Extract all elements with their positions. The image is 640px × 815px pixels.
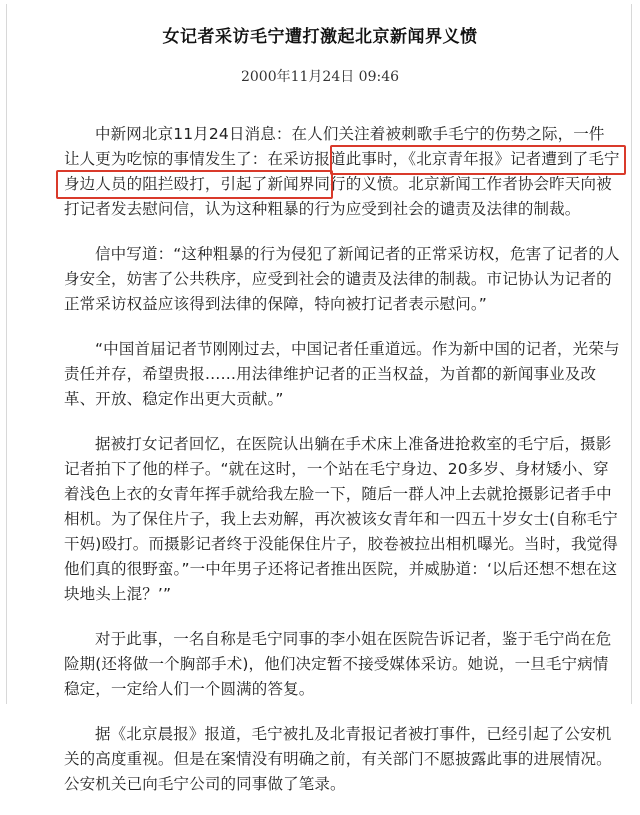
paragraph-reporter-account: 据被打女记者回忆，在医院认出躺在手术床上准备进抢救室的毛宁后，摄影记者拍下了他的样子。“就在这时，一个站在毛宁身边、20多岁、身材矮小、穿着浅色上衣的女青年挥手就给我左脸一下，随后一群人冲上去就抢摄影记者手中相机。为了保住片子，我上去劝解，再次被该女青年和一四五十岁女士(自称毛宁干妈)殴打。而摄影记者终于没能保住片子，胶卷被拉出相机曝光。当时，我觉得他们真的很野蛮。”一中年男子还将记者推出医院，并威胁道：‘以后还想不想在这块地头上混？’” bbox=[64, 435, 618, 603]
article-title: 女记者采访毛宁遭打激起北京新闻界义愤 bbox=[162, 27, 478, 47]
paragraph-police-report: 据《北京晨报》报道，毛宁被扎及北青报记者被打事件，已经引起了公安机关的高度重视。但是在案情没有明确之前，有关部门不愿披露此事的进展情况。公安机关已向毛宁公司的同事做了笔录。 bbox=[64, 725, 612, 793]
paragraph-letter-quote: 信中写道：“这种粗暴的行为侵犯了新闻记者的正常采访权，危害了记者的人身安全，妨害了公共秩序，应受到社会的谴责及法律的制裁。市记协认为记者的正常采访权益应该得到法律的保障，特向被打记者表示慰问。” bbox=[64, 245, 620, 313]
paragraph-intro: 中新网北京11月24日消息：在人们关注着被刺歌手毛宁的伤势之际，一件让人更为吃惊的事情发生了：在采访报道此事时，《北京青年报》记者遭到了毛宁身边人员的阻拦殴打，引起了新闻界同行的义愤。北京新闻工作者协会昨天向被打记者发去慰问信，认为这种粗暴的行为应受到社会的谴责及法律的制裁。 bbox=[64, 125, 620, 218]
article-body bbox=[64, 122, 620, 815]
paragraph-journalist-day: “中国首届记者节刚刚过去，中国记者任重道远。作为新中国的记者，光荣与责任并存，希望贵报……用法律维护记者的正当权益，为首都的新闻事业及改革、开放、稳定作出更大贡献。” bbox=[64, 340, 620, 408]
article-date: 2000年11月24日 09:46 bbox=[240, 69, 400, 85]
paragraph-colleague-statement: 对于此事，一名自称是毛宁同事的李小姐在医院告诉记者，鉴于毛宁尚在危险期(还将做一个胸部手术)，他们决定暂不接受媒体采访。她说，一旦毛宁病情稳定，一定给人们一个圆满的答复。 bbox=[64, 630, 612, 698]
